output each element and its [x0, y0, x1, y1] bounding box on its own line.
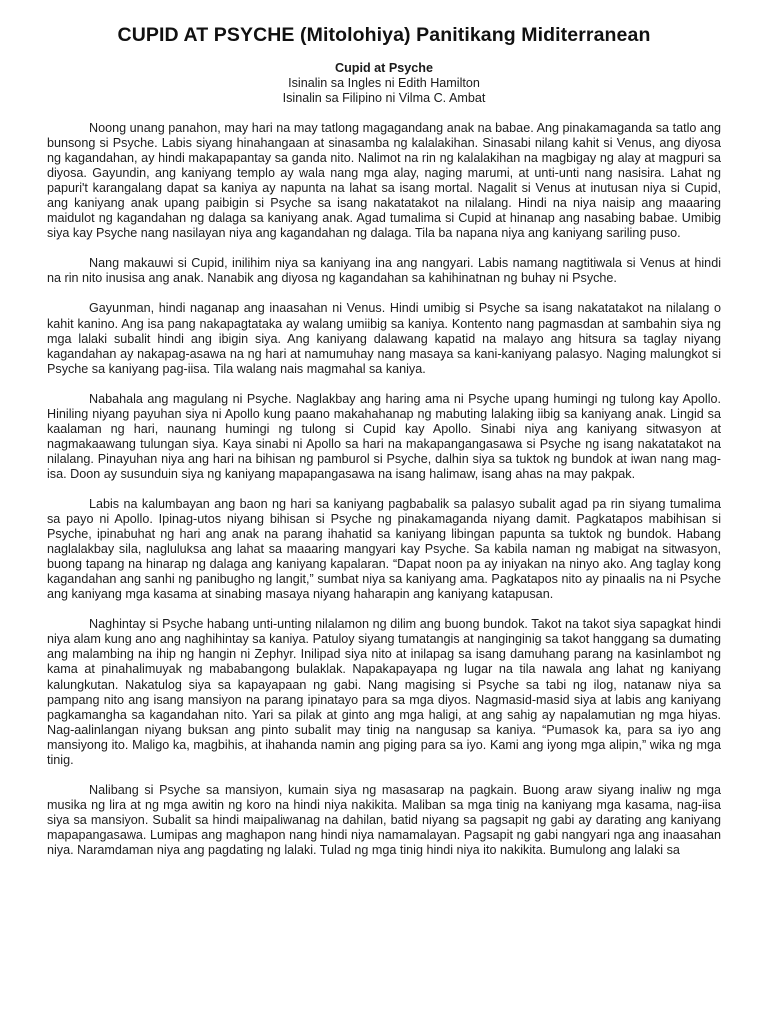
story-header [47, 61, 721, 106]
paragraph: Nang makauwi si Cupid, inilihim niya sa kaniyang ina ang nangyari. Labis namang nagtitiwala si Venus at hindi na rin nito inusisa ang anak. Nanabik ang diyosa ng kagandahan sa kahihinatnan ng buhay ni Psyche. [47, 256, 721, 286]
paragraph: Noong unang panahon, may hari na may tatlong magagandang anak na babae. Ang pinakamaganda sa tatlo ang bunsong si Psyche. Labis siyang hinahangaan at sinasamba ng kalalakihan. Sinasabi nilang kahit si Venus, ang diyosa ng kagandahan, ay hindi makapapantay sa ganda nito. Nalimot na rin ng kalalakihan na magbigay ng alay at magpuri sa diyosa. Gayundin, ang kaniyang templo ay wala nang mga alay, naging marumi, at unti-unti nang nasisira. Lahat ng papuri't karangalang dapat sa kaniya ay napunta na lahat sa isang mortal. Nagalit si Venus at inutusan niya si Cupid, ang kaniyang anak upang paibigin si Psyche sa isang nakatatakot na nilalang. Hindi na niya naisip ang maaaring maidulot ng kagandahan ng dalaga sa kaniyang anak. Agad tumalima si Cupid at hinanap ang nasabing babae. Umibig siya kay Psyche nang nasilayan niya ang kagandahan ng dalaga. Tila ba napana niya ang kaniyang sariling puso. [47, 121, 721, 241]
paragraph: Nalibang si Psyche sa mansiyon, kumain siya ng masasarap na pagkain. Buong araw siyang inaliw ng mga musika ng lira at ng mga awitin ng koro na hindi niya nakikita. Maliban sa mga tinig na kaniyang mga kasama, nag-iisa siya sa mansiyon. Subalit sa hindi maipaliwanag na dahilan, batid niyang sa pagsapit ng gabi ay darating ang kaniyang mapapangasawa. Lumipas ang maghapon nang hindi niya namamalayan. Pagsapit ng gabi nangyari nga ang inaasahan niya. Naramdaman niya ang pagdating ng lalaki. Tulad ng mga tinig hindi niya ito nakikita. Bumulong ang lalaki sa [47, 782, 721, 857]
paragraph: Gayunman, hindi naganap ang inaasahan ni Venus. Hindi umibig si Psyche sa isang nakatatakot na nilalang o kahit kanino. Ang isa pang nakapagtataka ay walang umiibig sa kaniya. Kontento nang pagmasdan at sambahin siya ng mga lalaki subalit hindi ang ibigin siya. Ang kaniyang dalawang kapatid na malayo ang hitsura sa taglay niyang kagandahan ay nakapag-asawa na ng hari at namumuhay nang masaya sa kani-kaniyang palasyo. Naging malungkot si Psyche sa kaniyang pag-iisa. Tila walang nais magmahal sa kaniya. [47, 301, 721, 376]
english-translator-credit: Isinalin sa Ingles ni Edith Hamilton [288, 76, 480, 90]
paragraph: Nabahala ang magulang ni Psyche. Naglakbay ang haring ama ni Psyche upang humingi ng tulong kay Apollo. Hiniling niyang payuhan siya ni Apollo kung paano makahahanap ng mabuting lalaking iibig sa kaniyang anak. Lingid sa kaalaman ng hari, naunang humingi ng tulong si Cupid kay Apollo. Sinabi niya ang kaniyang sitwasyon at nagmakaawang tulungan siya. Kaya sinabi ni Apollo sa hari na makapangangasawa si Psyche ng isang nakatatakot na nilalang. Pinayuhan niya ang hari na bihisan ng pamburol si Psyche, dalhin siya sa tuktok ng bundok at iwan nang mag-isa. Doon ay susunduin siya ng kaniyang mapapangasawa na isang halimaw, isang ahas na may pakpak. [47, 391, 721, 481]
paragraph: Labis na kalumbayan ang baon ng hari sa kaniyang pagbabalik sa palasyo subalit agad pa rin siyang tumalima sa payo ni Apollo. Ipinag-utos niyang bihisan si Psyche ng pinakamaganda niyang damit. Pagkatapos mabihisan si Psyche, ipinabuhat ng hari ang anak na parang ihahatid sa kaniyang libingan papunta sa tuktok ng bundok. Habang naglalakbay sila, nagluluksa ang lahat sa maaaring mangyari kay Psyche. Sa kabila naman ng mabigat na sitwasyon, buong tapang na hinarap ng dalaga ang kaniyang kapalaran. “Dapat noon pa ay iniyakan na ninyo ako. Ang taglay kong kagandahan ang sanhi ng panibugho ng langit,” sumbat niya sa kaniyang ama. Pagkatapos nito ay pinaalis na ni Psyche ang kaniyang mga kasama at sinabing masaya niyang haharapin ang kaniyang katapusan. [47, 496, 721, 602]
story-body [47, 121, 721, 858]
filipino-translator-credit: Isinalin sa Filipino ni Vilma C. Ambat [282, 91, 486, 105]
page-title: CUPID AT PSYCHE (Mitolohiya) Panitikang Miditerranean [117, 24, 651, 46]
story-title: Cupid at Psyche [335, 61, 433, 75]
paragraph: Naghintay si Psyche habang unti-unting nilalamon ng dilim ang buong bundok. Takot na takot siya sapagkat hindi niya alam kung ano ang naghihintay sa kaniya. Patuloy siyang tumatangis at nanginginig sa takot hanggang sa dumating ang malambing na ihip ng hangin ni Zephyr. Inilipad siya nito at inilapag sa isang damuhang parang na kasinlambot ng kama at pinahalimuyak ng mababangong bulaklak. Napakapayapa ng lugar na tila nawala ang lahat ng kaniyang kalungkutan. Nakatulog siya sa kapayapaan ng gabi. Nang magising si Psyche sa tabi ng ilog, natanaw niya sa pampang nito ang isang mansiyon na parang ipinatayo para sa mga diyos. Nagmasid-masid siya at labis ang kaniyang pagkamangha sa kagandahan nito. Yari sa pilak at ginto ang mga haligi, at ang sahig ay napalamutian ng mga hiyas. Nag-aalinlangan niyang buksan ang pinto subalit may tinig na nangusap sa kaniya. “Pumasok ka, para sa iyo ang mansiyong ito. Maligo ka, magbihis, at ihahanda namin ang piging para sa iyo. Kami ang iyong mga alipin,” wika ng mga tinig. [47, 617, 721, 767]
